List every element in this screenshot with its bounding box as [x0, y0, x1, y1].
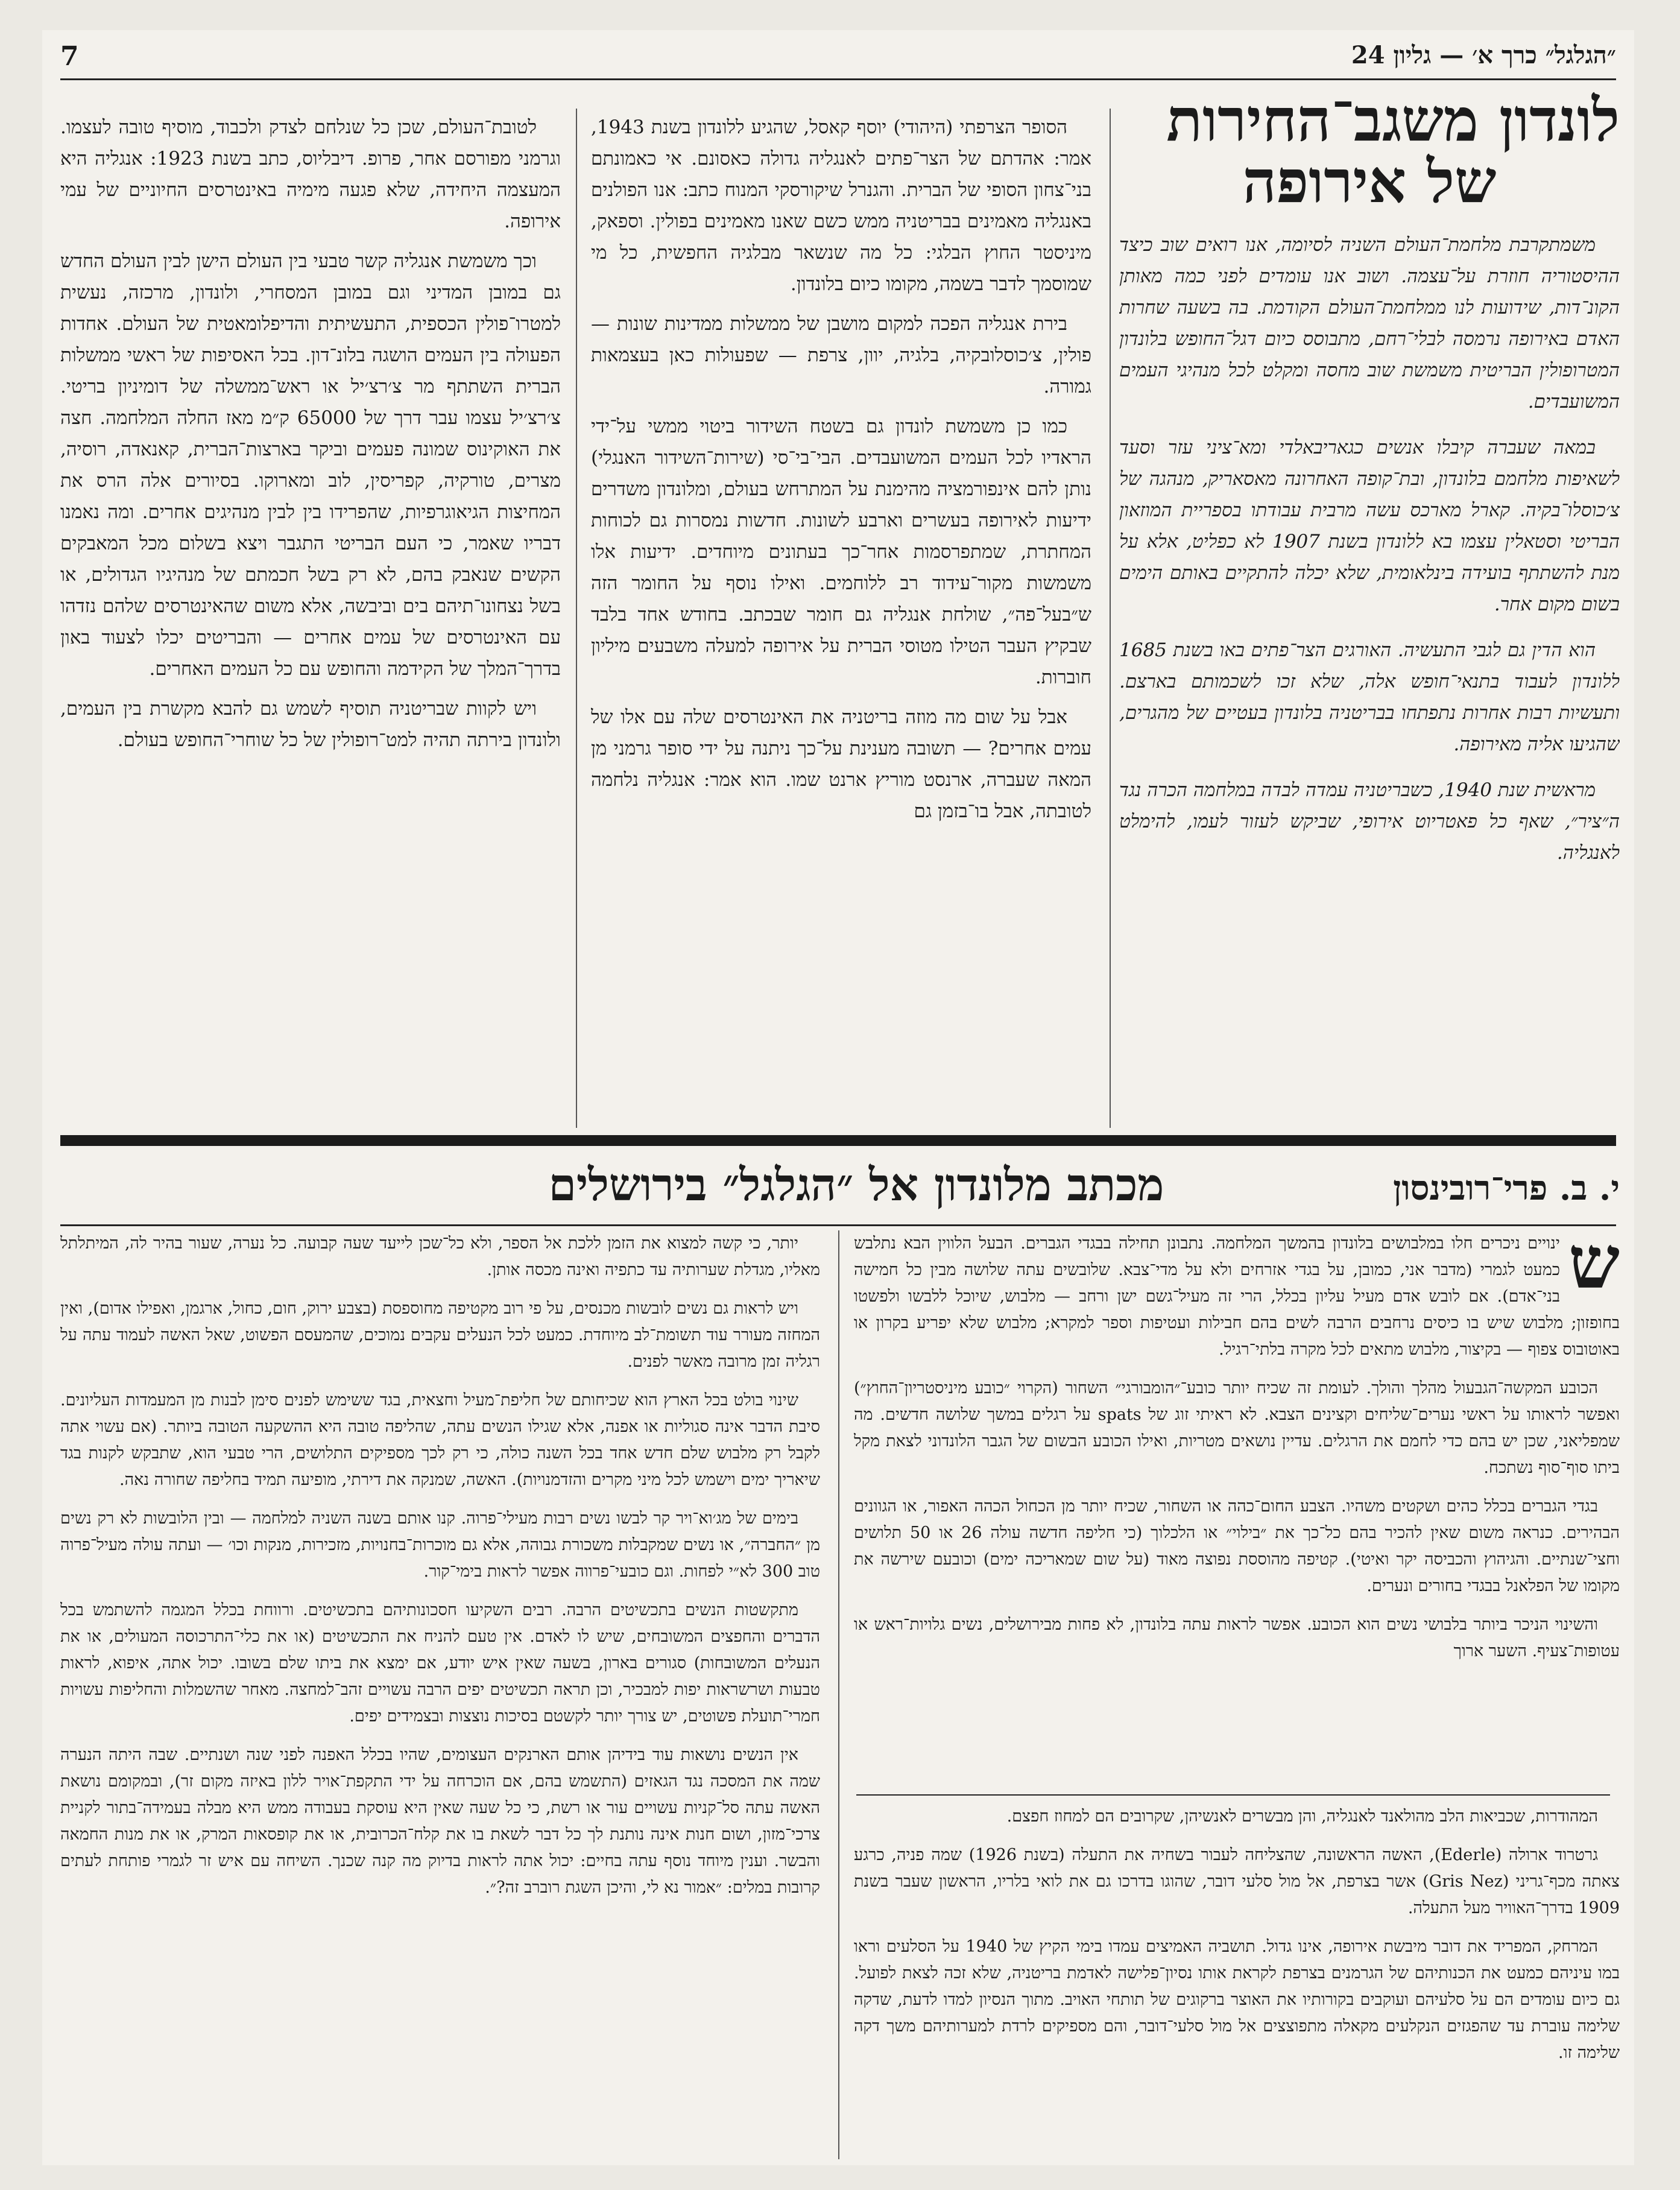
- article-paragraph: ויש לקוות שבריטניה תוסיף לשמש גם להבא מקשרת בין העמים, ולונדון בירתה תהיה למט־רופולין של כל שוחרי־החופש בעולם.: [60, 698, 561, 751]
- title-underline: [60, 1224, 1616, 1226]
- article-paragraph: המהודרות, שכביאות הלב מהולאנד לאנגליה, והן מבשרים לאנשיהן, שקרובים הם למחוז חפצם.: [1006, 1807, 1598, 1826]
- column-rule: [576, 109, 577, 1128]
- article-paragraph: בימים של מג׳וא־ויר קר לבשו נשים רבות מעילי־פרוה. קנו אותם בשנה השניה למלחמה — ובין הלובשות לא רק נשים מן ״החברה״, או נשים שמקבלות משכורת גבוהה, אלא גם מוכרות־בחנויות, מזכירות, מנקות וכו׳ — ועתה עולה מעיל־פרוה טוב 300 לא״י לפחות. וגם כובעי־פרווה אפשר לראות בימי־קור.: [60, 1509, 820, 1581]
- section-divider: [60, 1135, 1616, 1146]
- article-paragraph: לטובת־העולם, שכן כל שנלחם לצדק ולכבוד, מוסיף טובה לעצמו. וגרמני מפורסם אחר, פרופ. דיבליוס, כתב בשנת 1923: אנגליה היא המעצמה היחידה, שלא פגעה מימיה באינטרסים החיוניים של עמי אירופה.: [60, 116, 561, 232]
- article-paragraph: כמו כן משמשת לונדון גם בשטח השידור ביטוי ממשי על־ידי הראדיו לכל העמים המשועבדים. הבי־בי־סי (שירות־השידור האנגלי) נותן להם אינפורמציה מהימנת על המתרחש בעולם, ומלונדון משדרים ידיעות לאירופה בעשרים וארבע לשונות. חדשות נמסרות גם לכוחות המחתרת, שמתפרסמות אחר־כך בעתונים מיוחדים. ידיעות אלו משמשות מקור־עידוד רב ללוחמים. ואילו נוסף על החומר הזה ש״בעל־פה״, שולחת אנגליה גם חומר שבכתב. בחודש אחד בלבד שבקיץ העבר הטילו מטוסי הברית על אירופה למעלה משבעים מיליון חוברות.: [591, 416, 1091, 688]
- intro-paragraph: מראשית שנת 1940, כשבריטניה עמדה לבדה במלחמה הכרה נגד ה״ציר״, שאף כל פאטריוט אירופי, שביקש לעזור לעמו, להימלט לאנגליה.: [1119, 779, 1620, 864]
- top-article-middle-column: [591, 112, 1091, 1125]
- running-head: ״הגלגל״ כרך א׳ — גליון 24: [1351, 41, 1616, 69]
- article-paragraph: וכך משמשת אנגליה קשר טבעי בין העולם הישן לבין העולם החדש גם במובן המדיני וגם במובן המסחרי, ולונדון, מרכזה, נעשית למטרו־פולין הכספית, התעשיתית והדיפלומאטית של העולם. אחדות הפעולה בין העמים הושגה בלונ־דון. בכל האסיפות של ראשי ממשלות הברית השתתף מר צ׳רצ׳יל או ראש־ממשלה של דומיניון בריטי. צ׳רצ׳יל עצמו עבר דרך של 65000 ק״מ מאז החלה המלחמה. חצה את האוקינוס שמונה פעמים וביקר בארצות־הברית, קאנאדה, רוסיה, מצרים, טורקיה, קפריסין, לוב ומארוקו. בסיורים אלה הרס את המחיצות הגיאוגרפיות, שהפרידו בין לבין מנהיגים אחרים. ומה נאמנו דבריו שאמר, כי העם הבריטי התגבר ויצא בשלום מכל המאבקים הקשים שנאבק בהם, לא רק בשל חכמתם של מנהיגיו הגדולים, או בשל נצחונו־תיהם בים וביבשה, אלא משום שהאינטרסים שלהם נזדהו עם האינטרסים של עמים אחרים — והבריטים יכלו לצעוד באון בדרך־המלך של הקידמה והחופש עם כל העמים האחרים.: [60, 250, 561, 680]
- page-header: [60, 36, 1616, 80]
- article-paragraph: ויש לראות גם נשים לובשות מכנסים, על פי רוב מקטיפה מחוספסת (בצבע ירוק, חום, כחול, ארגמן, ואפילו אדום), ואין המחזה מעורר עוד תשומת־לב מיוחדת. כמעט לכל הנעלים עקבים נמוכים, שהמעסם הפשוט, שאל האשה לעמוד עתה על רגליה זמן מרובה מאשר לפנים.: [60, 1299, 820, 1371]
- article-paragraph: ינויים ניכרים חלו במלבושים בלונדון בהמשך המלחמה. נתבונן תחילה בבגדי הגברים. הבעל הלווין הבא נתלבש כמעט לגמרי (מדבר אני, כמובן, על בגדי אזרחים ולא על מדי־צבא. שלובשים עתה שלושה מבין כל חמישה בני־אדם). אם לובש אדם מעיל עליון בכלל, הרי זה מעיל־גשם ישן ורחב — מלבוש, שיוכל ללבשו ולפשטו בחופזון; מלבוש שיש בו כיסים נרחבים הרבה לשים בהם חבילות ועטיפות וספר למקרא; מלבוש שלא יפריע בקרון או באוטובוס צפוף — בקיצור, מלבוש מתאים לכל מקרה בלתי־רגיל.: [854, 1234, 1620, 1359]
- article-paragraph: שינוי בולט בכל הארץ הוא שכיחותם של חליפת־מעיל וחצאית, בגד ששימש לפנים סימן לבנות מן המעמדות העליונים. סיבת הדבר אינה סגוליות או אפנה, אלא שגילו הנשים עתה, שהליפה טובה היא ההשקעה הטובה ביותר. (אם עשוי אתה לקבל רק מלבוש שלם חדש אחד בכל השנה כולה, כי רק לכך מספיקים התלושים, הרי טבעי הוא, שתבקש לקנות בגד שיאריך ימים וישמש לכל מיני מקרים והזדמנויות). האשה, שמנקה את דירתי, מופיעה תמיד בחליפה שחורה נאה.: [60, 1391, 820, 1489]
- intro-paragraph: משמתקרבת מלחמת־העולם השניה לסיומה, אנו רואים שוב כיצד ההיסטוריה חוזרת על־עצמה. ושוב אנו עומדים לפני כמה מאותן הקונ־דות, שידועות לנו ממלחמת־העולם הקודמת. בה בשעה שחרות האדם באירופה נרמסה לבלי־רחם, מתבוסס כיום דגל־החופש בלונדון המטרופולין הבריטית משמשת שוב מחסה ומקלט לכל מנהיגי העמים המשועבדים.: [1119, 234, 1620, 413]
- article-paragraph: הסופר הצרפתי (היהודי) יוסף קאסל, שהגיע ללונדון בשנת 1943, אמר: אהדתם של הצר־פתים לאנגליה גדולה כאסונם. אי כאמונתם בני־צחון הסופי של הברית. והגנרל שיקורסקי המנוח כתב: אנו הפולנים באנגליה מאמינים בבריטניה ממש כשם שאנו מאמינים בפולין. וספאק, מיניסטר החוץ הבלגי: כל מה שנשאר מבלגיה החפשית, כל מי שמוסמך לדבר בשמה, מקומו כיום בלונדון.: [591, 116, 1091, 295]
- page-number: 7: [60, 41, 79, 72]
- bottom-article-right-column-top: [854, 1230, 1620, 1785]
- article-paragraph: אין הנשים נושאות עוד בידיהן אותם הארנקים העצומים, שהיו בכלל האפנה לפני שנה ושנתיים. שבה היתה הנערה שמה את המסכה נגד הגאזים (התשמש בהם, אם הוכרחה על ידי התקפת־אויר ללון באיזה מקום זר), ובמקומם נושאת האשה עתה סל־קניות עשויים עור או רשת, כי כל שעה שאין היא עוסקת בעבודה ממש היא מבלה בעמידה־בתור לקניית צרכי־מזון, ושום חנות אינה נותנת לך כל דבר לשאת בו את קלח־הכרובית, או את קופסאות המרק, או את מנות החמאה והבשר. וענין מיוחד נוסף עתה בחיים: יכול אתה לראות בדיוק מה קנה שכנך. השיחה עם איש זר לגמרי פותחת לעתים קרובות במלים: ״אמור נא לי, והיכן השגת רוברב זה?״.: [60, 1745, 820, 1897]
- drop-cap: ש: [1568, 1230, 1620, 1305]
- article-paragraph: יותר, כי קשה למצוא את הזמן ללכת אל הספר, ולא כל־שכן לייעד שעה קבועה. כל נערה, שעור בהיר לה, המיתלתל מאליו, מגדלת שערותיה עד כתפיה ואינה מכסה אותן.: [60, 1234, 820, 1279]
- bottom-article-right-column-bottom: [854, 1803, 1620, 2159]
- top-article-title-line2: של אירופה: [1242, 147, 1497, 217]
- article-paragraph: המרחק, המפריד את דובר מיבשת אירופה, אינו גדול. תושביה האמיצים עמדו בימי הקיץ של 1940 על הסלעים וראו במו עיניהם כמעט את הכנותיהם של הגרמנים בצרפת לקראת אותו נסיון־פלישה לאדמת בריטניה, שלא זכה לצאת לפועל. גם כיום עומדים הם על סלעיהם ועוקבים בקורותיו את האוצר ברקוגים של תותחי האויב. מתוך הנסיון למדו לדעת, שדקה שלימה עוברת עד שהפגזים הנקלעים מקאלה מתפוצצים אל מול סלעי־דובר, והם מספיקים לרדת למערותיהם משך דקה שלימה זו.: [854, 1937, 1620, 2062]
- inner-rule: [856, 1794, 1610, 1796]
- intro-paragraph: במאה שעברה קיבלו אנשים כגאריבאלדי ומא־ציני עזר וסעד לשאיפות מלחמם בלונדון, ובת־קופה האחרונה מאסאריק, מנהגה של צ׳כוסלו־בקיה. קארל מארכס עשה מרבית עבודתו בספריית המוזאון הבריטי וסטאלין עצמו בא ללונדון בשנת 1907 לא כפליט, אלא על מנת להשתתף בועידה בינלאומית, שלא יכלה להתקיים באותם הימים בשום מקום אחר.: [1119, 437, 1620, 615]
- article-paragraph: מתקשטות הנשים בתכשיטים הרבה. רבים השקיעו חסכונותיהם בתכשיטים. ורווחת בכלל המגמה להשתמש בכל הדברים והחפצים המשובחים, שיש לו לאדם. אין טעם להניח את התכשיטים (או את כלי־התרכוסה המעולים, או את הנעלים המשובחות) סגורים בארון, בשעה שאין איש יודע, אם ימצא את ביתו שלם בשובו. יכול אתה, איפוא, לראות טבעות ושרשראות יפות למבכיר, וכן תראה תכשיטים יפים הרבה עשויים זהב־למחצה. מאחר שהשמלות והחליפות עשויות חמרי־תועלת פשוטים, יש צורך יותר לקשטם בסיכות נוצצות ובצמידים יפים.: [60, 1601, 820, 1726]
- article-paragraph: אבל על שום מה מוזה בריטניה את האינטרסים שלה עם אלו של עמים אחרים? — תשובה מענינת על־כך ניתנה על ידי סופר גרמני מן המאה שעברה, ארנסט מוריץ ארנט שמו. הוא אמר: אנגליה נלחמה לטובתה, אבל בו־בזמן גם: [591, 706, 1091, 822]
- column-rule: [1110, 109, 1111, 1128]
- top-article-title-line1: לונדון משגב־החירות: [1166, 86, 1620, 155]
- article-paragraph: בגדי הגברים בכלל כהים ושקטים משהיו. הצבע החום־כהה או השחור, שכיח יותר מן הכחול הכהה האפור, או הגוונים הבהירים. כנראה משום שאין להכיר בהם כל־כך את ״בילוי״ או הלכלוך (כי חליפה חדשה עולה 26 או 50 תלושים וחצי־שנתיים. והגיהוץ והכביסה יקר ואיטי). קטיפה מהוססת נפוצה מאוד (על שום שמאריכה ימים) וכובעם שירשה את מקומו של הפלאנל בבגדי בחורים ונערים.: [854, 1497, 1620, 1595]
- article-paragraph: והשינוי הניכר ביותר בלבושי נשים הוא הכובע. אפשר לראות עתה בלונדון, לא פחות מבירושלים, נשים גלויות־ראש או עטופות־צעיף. השער ארוך: [854, 1615, 1620, 1660]
- article-paragraph: הכובע המקשה־הגבעול מהלך והולך. לעומת זה שכיח יותר כובע־״הומבורגי״ השחור (הקרוי ״כובע מיניסטריון־החוץ״) ואפשר לראותו על ראשי נערים־שליחים וקצינים הצבא. לא ראיתי זוג של spats על רגלים במשך שלושה חדשים. מה שמפליאני, שכן יש בהם כדי לחמם את הרגלים. עדיין נושאים מטריות, ואילו הכובע הבשום של הגבר הלונדוני לצאת מקל ביתו סוף־סוף נשתכח.: [854, 1379, 1620, 1477]
- bottom-article-left-column: [60, 1230, 820, 2159]
- bottom-article-byline: י. ב. פרי־רובינסון: [1393, 1168, 1620, 1208]
- article-paragraph: גרטרוד ארולה (Ederle), האשה הראשונה, שהצליחה לעבור בשחיה את התעלה (בשנת 1926) שמה פניה, כרגע צאתה מכף־גריני (Gris Nez) אשר בצרפת, אל מול סלעי דובר, שהוגו בדרכו גם את לואי בלריו, הראשון שעבר בשנת 1909 בדרך־האוויר מעל התעלה.: [854, 1846, 1620, 1917]
- top-article-left-column: [60, 112, 561, 1125]
- intro-paragraph: הוא הדין גם לגבי התעשיה. האורגים הצר־פתים באו בשנת 1685 ללונדון לעבוד בתנאי־חופש אלה, שלא זכו לשכמותם בארצם. ותעשיות רבות אחרות נתפתחו בבריטניה בלונדון בעטיים של מהגרים, שהגיעו אליה מאירופה.: [1119, 639, 1620, 755]
- bottom-article-title: מכתב מלונדון אל ״הגלגל״ בירושלים: [548, 1159, 1164, 1211]
- column-rule: [838, 1230, 839, 2159]
- article-paragraph: בירת אנגליה הפכה למקום מושבן של ממשלות ממדינות שונות — פולין, צ׳כוסלובקיה, בלגיה, יוון, צרפת — שפעולות כאן בעצמאות גמורה.: [591, 313, 1091, 397]
- top-article-right-column: [1119, 229, 1620, 1122]
